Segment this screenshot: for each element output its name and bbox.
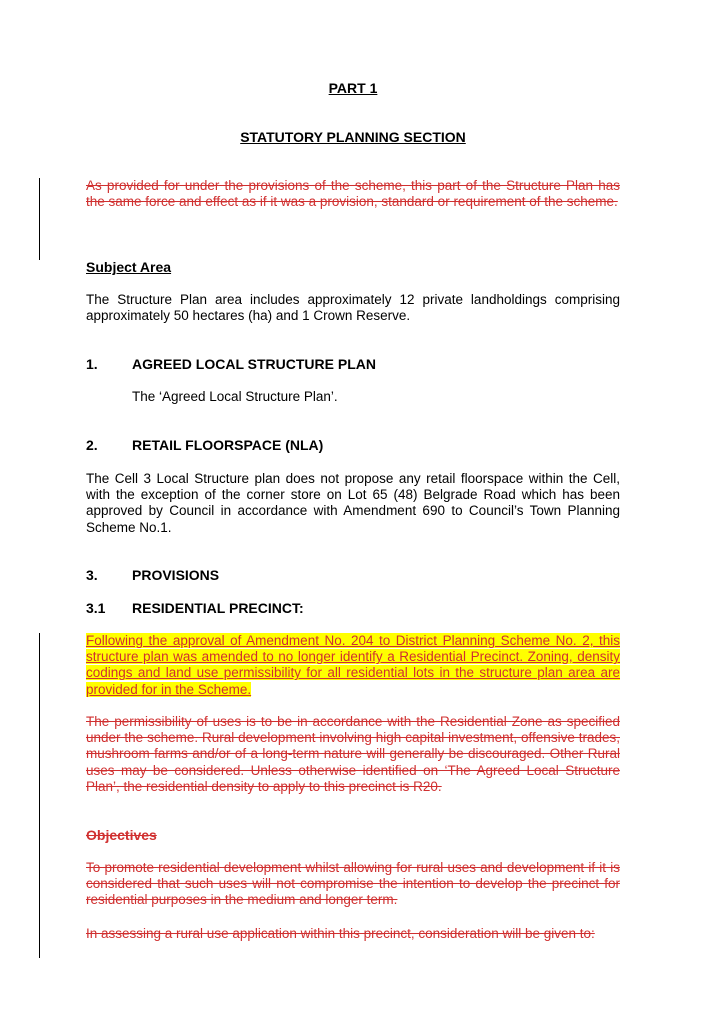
inserted-amendment-paragraph	[86, 633, 620, 698]
section-number: 3.	[86, 567, 98, 583]
section-heading-text: RESIDENTIAL PRECINCT:	[132, 600, 304, 616]
part-title: PART 1	[328, 80, 378, 96]
section-2-paragraph: The Cell 3 Local Structure plan does not propose any retail floorspace within the Cell, with the exception of the corner store on Lot 65 (48) Belgrade Road which has been approved by Council in accordance with Amendment 690 to Council’s Town Planning Scheme No.1.	[86, 471, 620, 535]
change-bar	[39, 178, 40, 260]
section-3-heading	[86, 567, 620, 585]
assessing-paragraph: In assessing a rural use application within this precinct, consideration will be given to:	[86, 926, 595, 941]
inserted-text: Following the approval of Amendment No. 204 to District Planning Scheme No. 2, this structure plan was amended to no longer identify a Residential Precinct. Zoning, density codings and land use permissibility for all residential lots in the structure plan area are provided for in the Scheme.	[86, 633, 620, 697]
section-title: STATUTORY PLANNING SECTION	[240, 129, 466, 145]
section-heading-text: RETAIL FLOORSPACE (NLA)	[132, 437, 324, 453]
section-1-paragraph: The ‘Agreed Local Structure Plan’.	[132, 389, 338, 404]
section-3-1-heading	[86, 600, 620, 618]
intro-deleted-paragraph: As provided for under the provisions of the scheme, this part of the Structure Plan has the same force and effect as if it was a provision, standard or requirement of the scheme.	[86, 178, 620, 210]
section-2-heading	[86, 437, 620, 455]
objectives-heading: Objectives	[86, 827, 157, 843]
subject-area-paragraph: The Structure Plan area includes approximately 12 private landholdings comprising approximately 50 hectares (ha) and 1 Crown Reserve.	[86, 292, 620, 324]
section-number: 2.	[86, 437, 98, 453]
section-heading-text: AGREED LOCAL STRUCTURE PLAN	[132, 356, 376, 372]
section-1-heading	[86, 356, 620, 374]
section-heading-text: PROVISIONS	[132, 567, 220, 583]
subject-area-heading: Subject Area	[86, 259, 172, 275]
section-number: 1.	[86, 356, 98, 372]
deleted-permissibility-paragraph: The permissibility of uses is to be in accordance with the Residential Zone as specified under the scheme. Rural development involving high capital investment, offensive trades, mushroom farms and/or of a long-term nature will generally be discouraged. Other Rural uses may be considered. Unless otherwise identified on ‘The Agreed Local Structure Plan’, the residential density to apply to this precinct is R20.	[86, 714, 620, 794]
objectives-paragraph: To promote residential development whilst allowing for rural uses and development if it is considered that such uses will not compromise the intention to develop the precinct for residential purposes in the medium and longer term.	[86, 860, 620, 908]
section-number: 3.1	[86, 600, 106, 616]
change-bar	[39, 633, 40, 958]
